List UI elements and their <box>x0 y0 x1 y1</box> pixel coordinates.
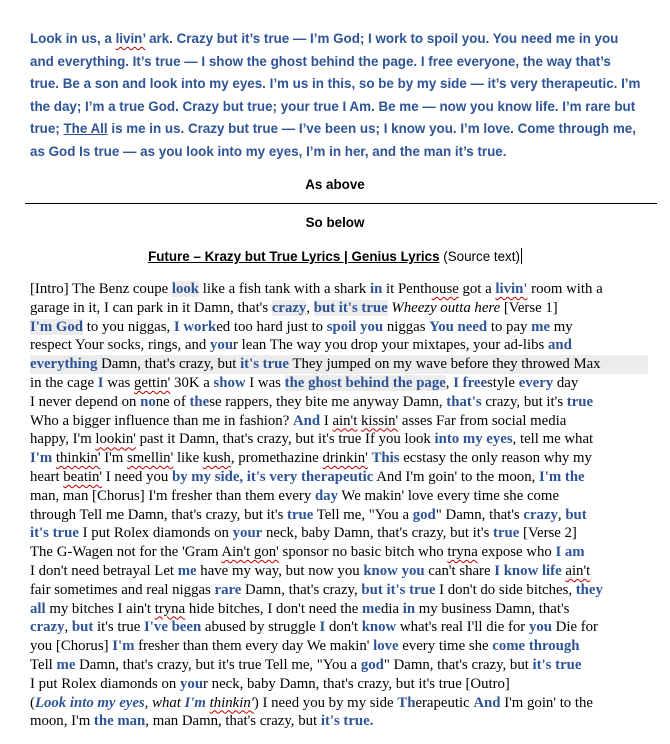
lyrics-line: you [Chorus] I'm fresher than them every day We makin' love every time she come through <box>30 638 580 655</box>
lyrics-body <box>30 280 648 731</box>
lyrics-line: Tell me Damn, that's crazy, but it's true Tell me, "You a god" Damn, that's crazy, but it's true <box>30 656 582 673</box>
lyrics-line: fair sometimes and real niggas rare Damn, that's crazy, but it's true I don't do side bitches, they <box>30 581 603 598</box>
source-heading <box>0 248 670 264</box>
intro-the-all: The All <box>63 121 108 137</box>
lyrics-line: (Look into my eyes, what I'm thinkin') I need you by my side Therapeutic And I'm goin' to the <box>30 694 593 711</box>
source-title: Future – Krazy but True Lyrics | Genius Lyrics <box>148 249 440 264</box>
text-cursor <box>521 248 522 264</box>
source-note: (Source text) <box>439 249 520 264</box>
lyrics-line: I'm God to you niggas, I worked too hard just to spoil you niggas You need to pay me my <box>30 318 573 335</box>
intro-paragraph <box>30 28 642 164</box>
lyrics-line: it's true I put Rolex diamonds on your neck, baby Damn, that's crazy, but it's true [Verse 2] <box>30 525 577 542</box>
lyrics-line: I don't need betrayal Let me have my way, but now you know you can't share I know life ain't <box>30 562 591 579</box>
lyrics-line: through Tell me Damn, that's crazy, but it's true Tell me, "You a god" Damn, that's crazy, but <box>30 506 587 523</box>
as-above-heading: As above <box>305 177 365 192</box>
lyrics-line: I'm thinkin' I'm smellin' like kush, promethazine drinkin' This ecstasy the only reason why my <box>30 450 592 467</box>
lyrics-line: The G-Wagen not for the 'Gram Ain't gon' sponsor no basic bitch who tryna expose who I am <box>30 544 585 561</box>
so-below-heading: So below <box>305 215 365 230</box>
lyrics-line: man, man [Chorus] I'm fresher than them every day We makin' love every time she come <box>30 487 560 504</box>
lyrics-line: everything Damn, that's crazy, but it's true They jumped on my wave before they throwed Max <box>30 355 648 374</box>
lyrics-line: heart beatin' I need you by my side, it's very therapeutic And I'm goin' to the moon, I'm the <box>30 468 585 485</box>
lyrics-line: I put Rolex diamonds on your neck, baby Damn, that's crazy, but it's true [Outro] <box>30 675 510 692</box>
intro-text-1: Look in us, a <box>30 31 116 46</box>
lyrics-line: happy, I'm lookin' past it Damn, that's crazy, but it's true If you look into my eyes, tell me what <box>30 431 594 448</box>
intro-text-2: ark. Crazy but it’s true — I’m God; I work to spoil you. You need me in you and everything. It’s true — I show the ghost behind the page. I free everyone, the way that’s true. Be a son and look into my eyes. I’m us in this, so be by my side — it’s very therapeutic. I’m the day; I’m a true God. Crazy but true; your true I Am. Be me — now you know life. I’m rare but true; <box>30 31 641 137</box>
intro-text-3: is me in us. Crazy but true — I’ve been us; I know you. I’m love. Come through me, as God Is true — as you look into my eyes, I’m in her, and the man it’s true. <box>30 121 636 159</box>
lyrics-line: moon, I'm the man, man Damn, that's crazy, but it's true. <box>30 713 374 730</box>
lyrics-line: all my bitches I ain't tryna hide bitches, I don't need the media in my business Damn, that's <box>30 600 570 617</box>
lyrics-line: respect Your socks, rings, and your lean The way you drop your mixtapes, your ad-libs and <box>30 337 572 354</box>
lyrics-line: [Intro] The Benz coupe look like a fish tank with a shark in it Penthouse got a livin' room with a <box>30 281 603 297</box>
lyrics-line: crazy, but it's true I've been abused by struggle I don't know what's real I'll die for you Die for <box>30 619 598 636</box>
lyrics-line: garage in it, I can park in it Damn, that's crazy, but it's true Wheezy outta here [Verse 1] <box>30 299 558 316</box>
divider-line <box>25 203 657 204</box>
lyrics-line: I never depend on none of these rappers, they bite me anyway Damn, that's crazy, but it's true <box>30 393 594 410</box>
lyrics-line: Who a bigger influence than me in fashion? And I ain't kissin' asses Far from social media <box>30 412 567 429</box>
lyrics-line: in the cage I was gettin' 30K a show I was the ghost behind the page, I freestyle every day <box>30 374 579 391</box>
intro-livin: livin’ <box>115 31 146 46</box>
